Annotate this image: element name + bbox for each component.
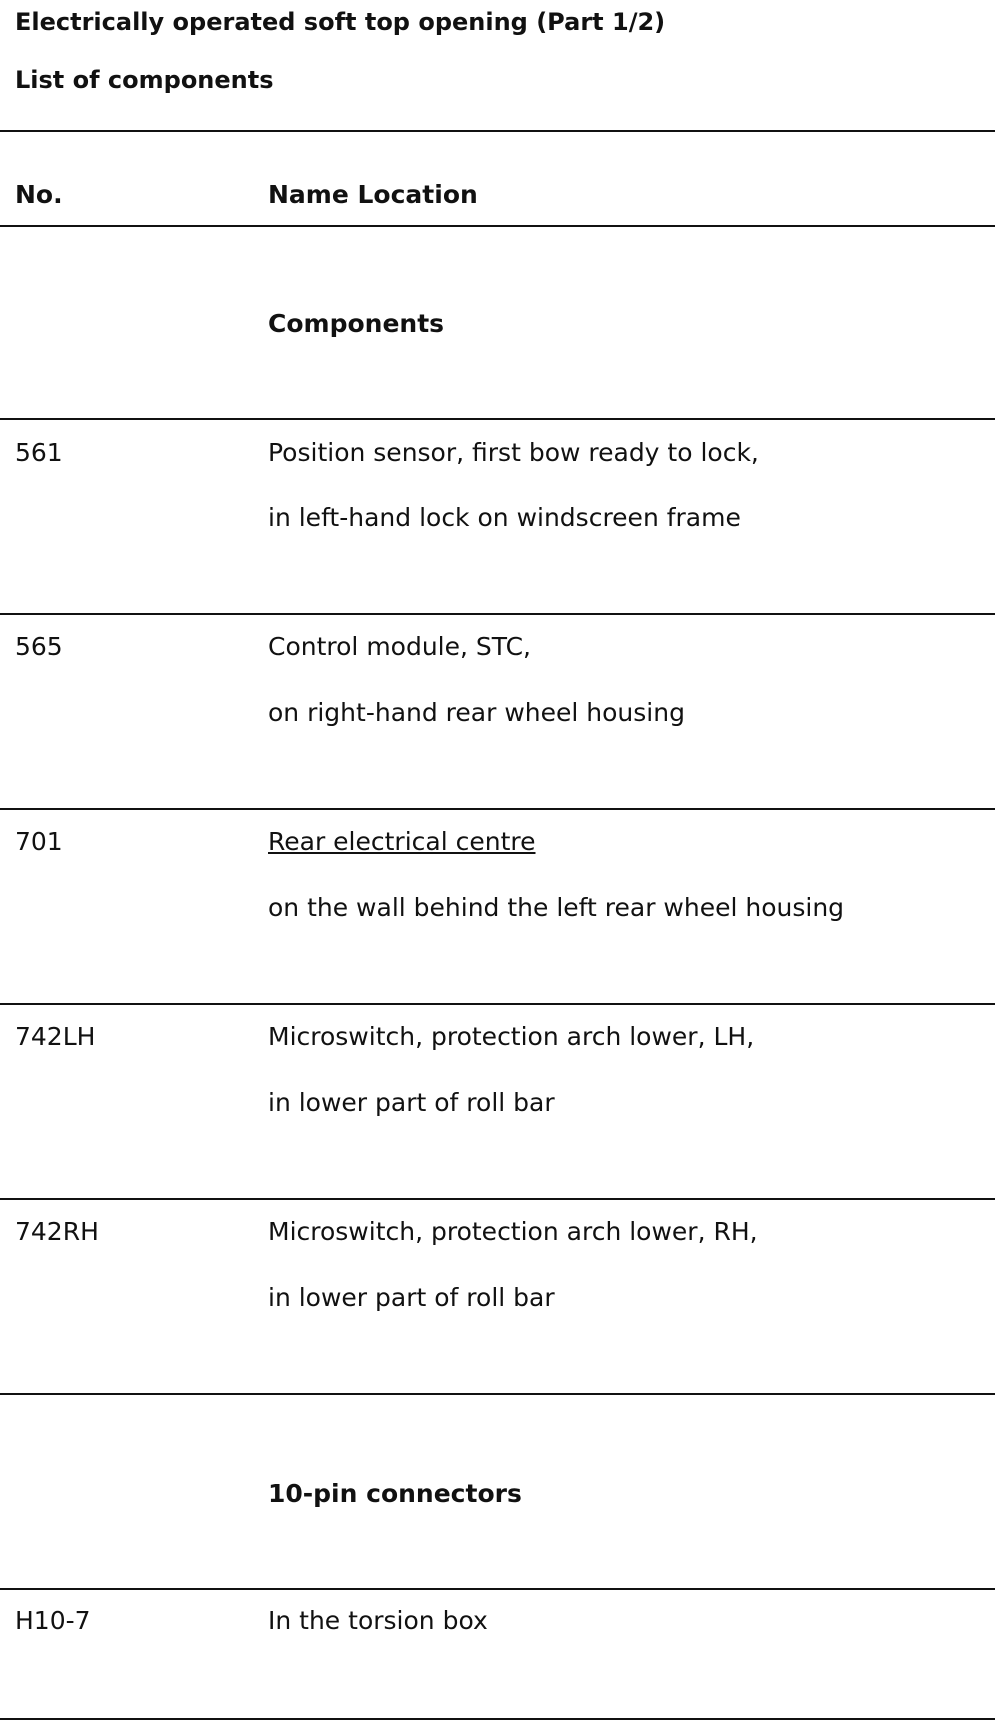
row-number: 742LH [15,1022,96,1051]
row-rule [0,1003,995,1005]
row-rule [0,1588,995,1590]
row-rule [0,1198,995,1200]
row-location: on right-hand rear wheel housing [268,698,685,727]
page-subtitle: List of components [15,66,274,94]
section-heading-components: Components [268,309,445,338]
row-number: H10-7 [15,1606,91,1635]
row-name: Microswitch, protection arch lower, LH, [268,1022,755,1051]
table-bottom-rule [0,1718,995,1720]
row-name: Position sensor, first bow ready to lock, [268,438,759,467]
section-heading-connectors: 10-pin connectors [268,1479,522,1508]
row-location: in lower part of roll bar [268,1088,555,1117]
row-number: 561 [15,438,63,467]
row-rule [0,613,995,615]
row-rule [0,418,995,420]
table-top-rule [0,130,995,132]
row-name: Control module, STC, [268,632,531,661]
rear-electrical-centre-link[interactable]: Rear electrical centre [268,827,536,856]
row-number: 701 [15,827,63,856]
row-location: on the wall behind the left rear wheel housing [268,893,845,922]
row-number: 742RH [15,1217,99,1246]
row-rule [0,808,995,810]
header-rule [0,225,995,227]
row-location: in left-hand lock on windscreen frame [268,503,741,532]
row-name: Microswitch, protection arch lower, RH, [268,1217,758,1246]
page-title: Electrically operated soft top opening (Part 1/2) [15,8,666,36]
row-location: in lower part of roll bar [268,1283,555,1312]
row-number: 565 [15,632,63,661]
column-header-no: No. [15,180,63,209]
column-header-name-location: Name Location [268,180,478,209]
row-rule [0,1393,995,1395]
row-name: In the torsion box [268,1606,488,1635]
